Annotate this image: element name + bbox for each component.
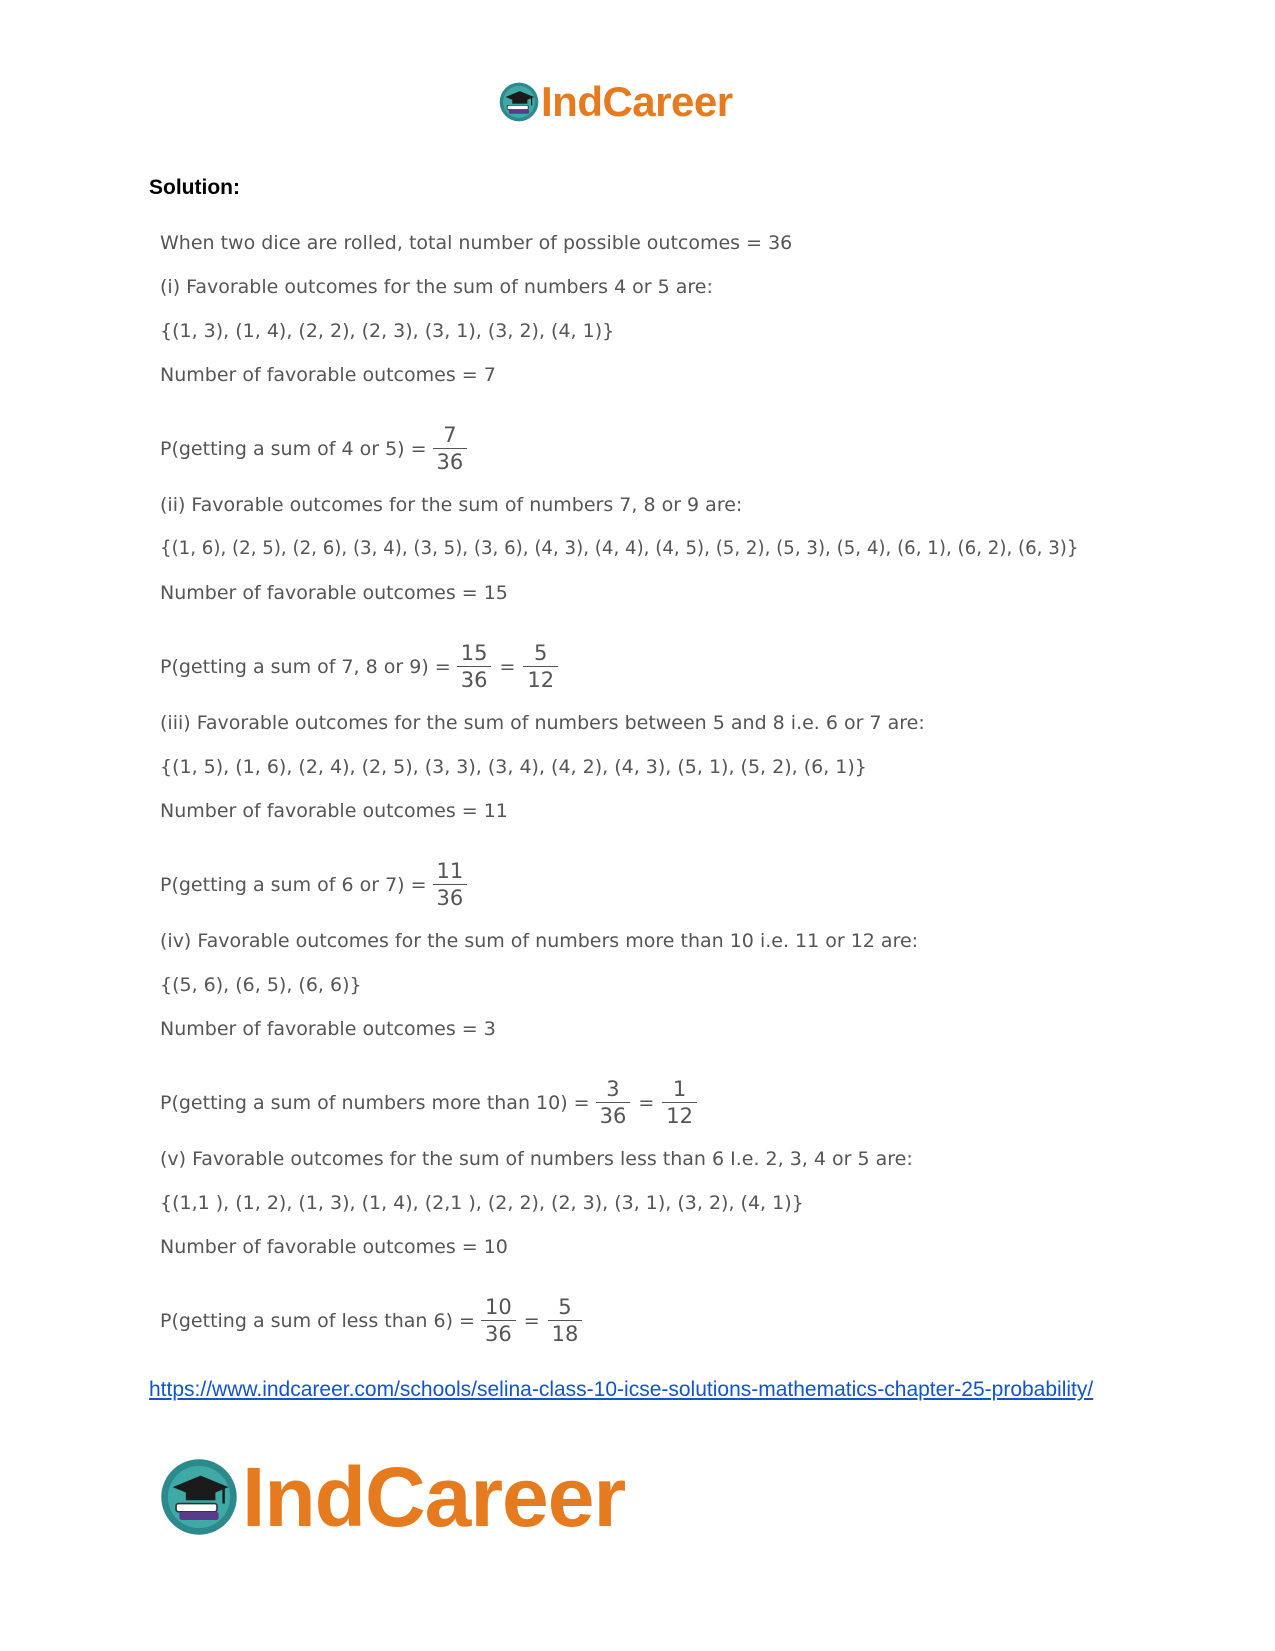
numerator: 11 xyxy=(436,859,464,883)
brand-name: IndCareer xyxy=(541,78,733,125)
total-outcomes-line: When two dice are rolled, total number of possible outcomes = 36 xyxy=(160,232,793,254)
numerator: 3 xyxy=(606,1077,620,1101)
denominator: 18 xyxy=(548,1320,583,1345)
fraction xyxy=(457,642,492,691)
fraction xyxy=(481,1296,516,1345)
part-ii-heading: (ii) Favorable outcomes for the sum of numbers 7, 8 or 9 are: xyxy=(160,494,743,516)
part-i-outcomes: {(1, 3), (1, 4), (2, 2), (2, 3), (3, 1), (3, 2), (4, 1)} xyxy=(160,320,615,342)
denominator: 36 xyxy=(433,884,468,909)
fraction xyxy=(596,1078,631,1127)
numerator: 10 xyxy=(484,1295,512,1319)
fraction xyxy=(548,1296,583,1345)
numerator: 7 xyxy=(443,423,457,447)
probability-label: P(getting a sum of 4 or 5) = xyxy=(160,437,427,460)
probability-label: P(getting a sum of 7, 8 or 9) = xyxy=(160,655,451,678)
part-v-heading: (v) Favorable outcomes for the sum of numbers less than 6 I.e. 2, 3, 4 or 5 are: xyxy=(160,1148,913,1170)
part-iii-probability xyxy=(160,860,473,909)
numerator: 5 xyxy=(558,1295,572,1319)
denominator: 36 xyxy=(481,1320,516,1345)
numerator: 15 xyxy=(460,641,488,665)
equals-sign: = xyxy=(499,655,516,678)
part-iv-heading: (iv) Favorable outcomes for the sum of numbers more than 10 i.e. 11 or 12 are: xyxy=(160,930,919,952)
indcareer-logo-bottom xyxy=(158,1452,625,1542)
part-iv-outcomes: {(5, 6), (6, 5), (6, 6)} xyxy=(160,974,362,996)
solution-heading: Solution: xyxy=(149,176,240,199)
part-v-count: Number of favorable outcomes = 10 xyxy=(160,1236,508,1258)
denominator: 36 xyxy=(433,448,468,473)
part-i-probability xyxy=(160,424,473,473)
graduation-cap-book-icon xyxy=(158,1456,240,1538)
indcareer-logo-top xyxy=(498,78,733,126)
probability-label: P(getting a sum of 6 or 7) = xyxy=(160,873,427,896)
fraction xyxy=(523,642,558,691)
numerator: 1 xyxy=(672,1077,687,1101)
equals-sign: = xyxy=(638,1091,655,1114)
part-i-heading: (i) Favorable outcomes for the sum of numbers 4 or 5 are: xyxy=(160,276,713,298)
fraction xyxy=(433,860,468,909)
numerator: 5 xyxy=(534,641,548,665)
part-iii-heading: (iii) Favorable outcomes for the sum of numbers between 5 and 8 i.e. 6 or 7 are: xyxy=(160,712,925,734)
equals-sign: = xyxy=(523,1309,540,1332)
probability-label: P(getting a sum of less than 6) = xyxy=(160,1309,475,1332)
part-i-count: Number of favorable outcomes = 7 xyxy=(160,364,496,386)
probability-label: P(getting a sum of numbers more than 10) = xyxy=(160,1091,590,1114)
part-iii-count: Number of favorable outcomes = 11 xyxy=(160,800,508,822)
fraction xyxy=(662,1078,697,1127)
part-iv-probability xyxy=(160,1078,703,1127)
brand-name: IndCareer xyxy=(242,1450,626,1544)
part-v-outcomes: {(1,1 ), (1, 2), (1, 3), (1, 4), (2,1 ), (2, 2), (2, 3), (3, 1), (3, 2), (4, 1)} xyxy=(160,1192,804,1214)
denominator: 36 xyxy=(596,1102,631,1127)
denominator: 12 xyxy=(662,1102,697,1127)
part-ii-probability xyxy=(160,642,564,691)
part-ii-count: Number of favorable outcomes = 15 xyxy=(160,582,508,604)
denominator: 12 xyxy=(523,666,558,691)
part-iii-outcomes: {(1, 5), (1, 6), (2, 4), (2, 5), (3, 3), (3, 4), (4, 2), (4, 3), (5, 1), (5, 2), (6, 1)} xyxy=(160,756,867,778)
graduation-cap-book-icon xyxy=(498,81,540,123)
part-v-probability xyxy=(160,1296,588,1345)
denominator: 36 xyxy=(457,666,492,691)
part-ii-outcomes: {(1, 6), (2, 5), (2, 6), (3, 4), (3, 5), (3, 6), (4, 3), (4, 4), (4, 5), (5, 2), (5, 3), (5, 4), (6, 1), (6, 2), (6, 3)} xyxy=(160,538,1079,559)
source-link[interactable]: https://www.indcareer.com/schools/selina-class-10-icse-solutions-mathematics-chapter-25-probability/ xyxy=(149,1378,1094,1401)
fraction xyxy=(433,424,468,473)
part-iv-count: Number of favorable outcomes = 3 xyxy=(160,1018,496,1040)
